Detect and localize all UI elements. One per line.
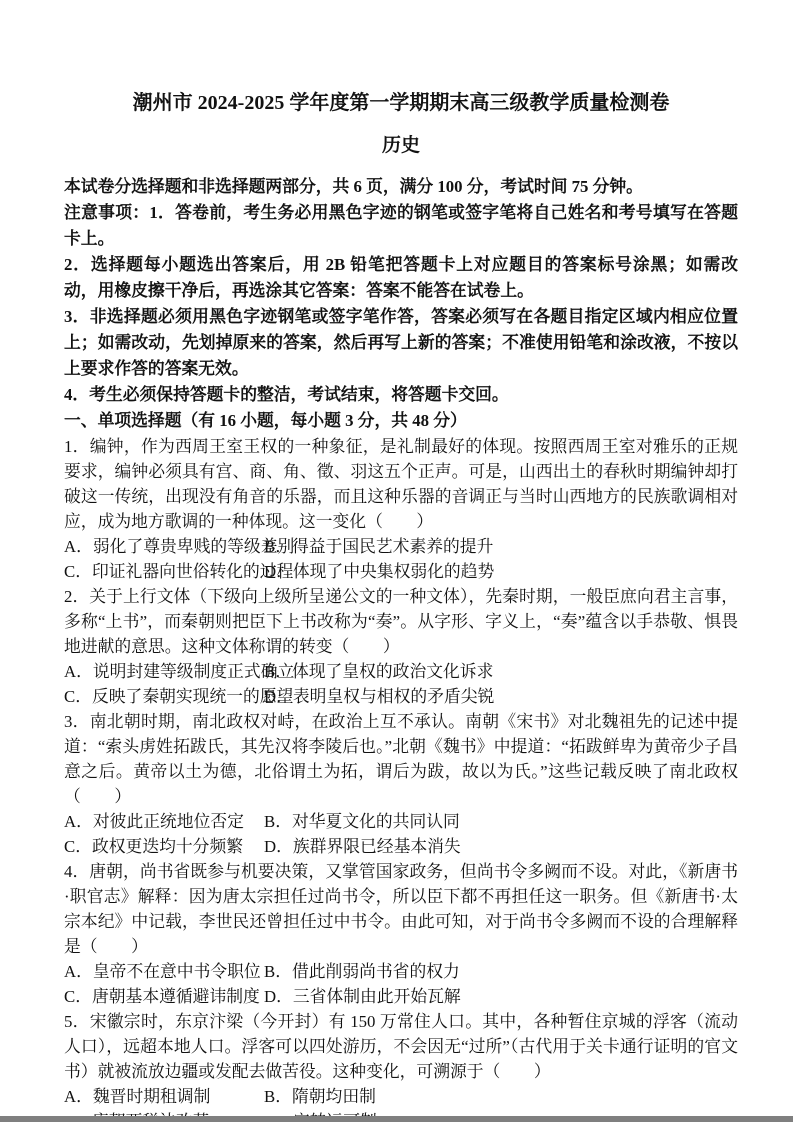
question-options: [64, 809, 738, 859]
notice-item-3: 3．非选择题必须用黑色字迹钢笔或签字笔作答，答案必须写在各题目指定区域内相应位置上；如需改动，先划掉原来的答案，然后再写上新的答案；不准使用铅笔和涂改液，不按以上要求作答的答案无效。: [64, 307, 738, 378]
question-block-4: [64, 859, 738, 1009]
notice-item-2: 2．选择题每小题选出答案后，用 2B 铅笔把答题卡上对应题目的答案标号涂黑；如需改动，用橡皮擦干净后，再选涂其它答案：答案不能答在试卷上。: [64, 255, 738, 300]
option-d: D．三省体制由此开始瓦解: [264, 987, 461, 1006]
question-stem: 2．关于上行文体（下级向上级所呈递公文的一种文体），先秦时期，一般臣庶向君主言事，多称“上书”，而秦朝则把臣下上书改称为“奏”。从字形、字义上，“奏”蕴含以手恭敬、惧畏地进献的意思。这种文体称谓的转变（ ）: [64, 587, 738, 656]
question-stem: 5．宋徽宗时，东京汴梁（今开封）有 150 万常住人口。其中，各种暂住京城的浮客（流动人口），远超本地人口。浮客可以四处游历，不会因无“过所”（古代用于关卡通行证明的官文书）就被流放边疆或发配去做苦役。这种变化，可溯源于（ ）: [64, 1012, 738, 1081]
question-options: [64, 959, 738, 1009]
question-options: [64, 659, 738, 709]
question-options: [64, 534, 738, 584]
option-a: A．魏晋时期租调制: [64, 1087, 211, 1106]
option-b: B．隋朝均田制: [264, 1087, 376, 1106]
option-d: D．表明皇权与相权的矛盾尖锐: [264, 687, 495, 706]
question-block-2: [64, 584, 738, 709]
question-stem: 1．编钟，作为西周王室王权的一种象征，是礼制最好的体现。按照西周王室对雅乐的正规要求，编钟必须具有宫、商、角、徵、羽这五个正声。可是，山西出土的春秋时期编钟却打破这一传统，出现没有角音的乐器，而且这种乐器的音调正与当时山西地方的民族歌调相对应，成为地方歌调的一种体现。这一变化（ ）: [64, 437, 738, 531]
option-d: D．体现了中央集权弱化的趋势: [264, 562, 495, 581]
option-b: B．体现了皇权的政治文化诉求: [264, 662, 494, 681]
option-b: B．对华夏文化的共同认同: [264, 812, 460, 831]
section-header: 一、单项选择题（有 16 小题，每小题 3 分，共 48 分）: [64, 411, 467, 430]
question-block-1: [64, 434, 738, 584]
question-block-3: [64, 709, 738, 859]
option-c: C．反映了秦朝实现统一的愿望: [64, 687, 294, 706]
exam-intro: 本试卷分选择题和非选择题两部分，共 6 页，满分 100 分，考试时间 75 分钟。: [64, 177, 643, 196]
option-c: C．唐朝基本遵循避讳制度: [64, 987, 260, 1006]
page-title: 潮州市 2024-2025 学年度第一学期期末高三级教学质量检测卷: [132, 92, 670, 114]
option-d: D．族群界限已经基本消失: [264, 837, 461, 856]
option-c: C．政权更迭均十分频繁: [64, 837, 244, 856]
option-a: A．皇帝不在意中书令职位: [64, 962, 261, 981]
option-b: B．借此削弱尚书省的权力: [264, 962, 460, 981]
option-a: A．对彼此正统地位否定: [64, 812, 244, 831]
question-stem: 4．唐朝，尚书省既参与机要决策，又掌管国家政务，但尚书令多阙而不设。对此，《新唐书·职官志》解释：因为唐太宗担任过尚书令，所以臣下都不再担任这一职务。但《新唐书·太宗本纪》中记载，李世民还曾担任过中书令。由此可知，对于尚书令多阙而不设的合理解释是（ ）: [64, 862, 738, 956]
option-c: C．印证礼器向世俗转化的过程: [64, 562, 294, 581]
question-stem: 3．南北朝时期，南北政权对峙，在政治上互不承认。南朝《宋书》对北魏祖先的记述中提道：“索头虏姓拓跋氏，其先汉将李陵后也。”北朝《魏书》中提道：“拓跋鲜卑为黄帝少子昌意之后。黄帝以土为德，北俗谓土为拓，谓后为跋，故以为氏。”这些记载反映了南北政权（ ）: [64, 712, 738, 806]
notice-item-4: 4．考生必须保持答题卡的整洁，考试结束，将答题卡交回。: [64, 385, 509, 404]
bottom-window-edge: [0, 1116, 793, 1122]
option-a: A．弱化了尊贵卑贱的等级差别: [64, 537, 295, 556]
subject-title: 历史: [381, 135, 420, 156]
option-b: B．得益于国民艺术素养的提升: [264, 537, 494, 556]
notice-item-1: 注意事项：1．答卷前，考生务必用黑色字迹的钢笔或签字笔将自己姓名和考号填写在答题卡上。: [64, 203, 738, 248]
question-block-5: [64, 1009, 738, 1122]
option-a: A．说明封建等级制度正式确立: [64, 662, 295, 681]
